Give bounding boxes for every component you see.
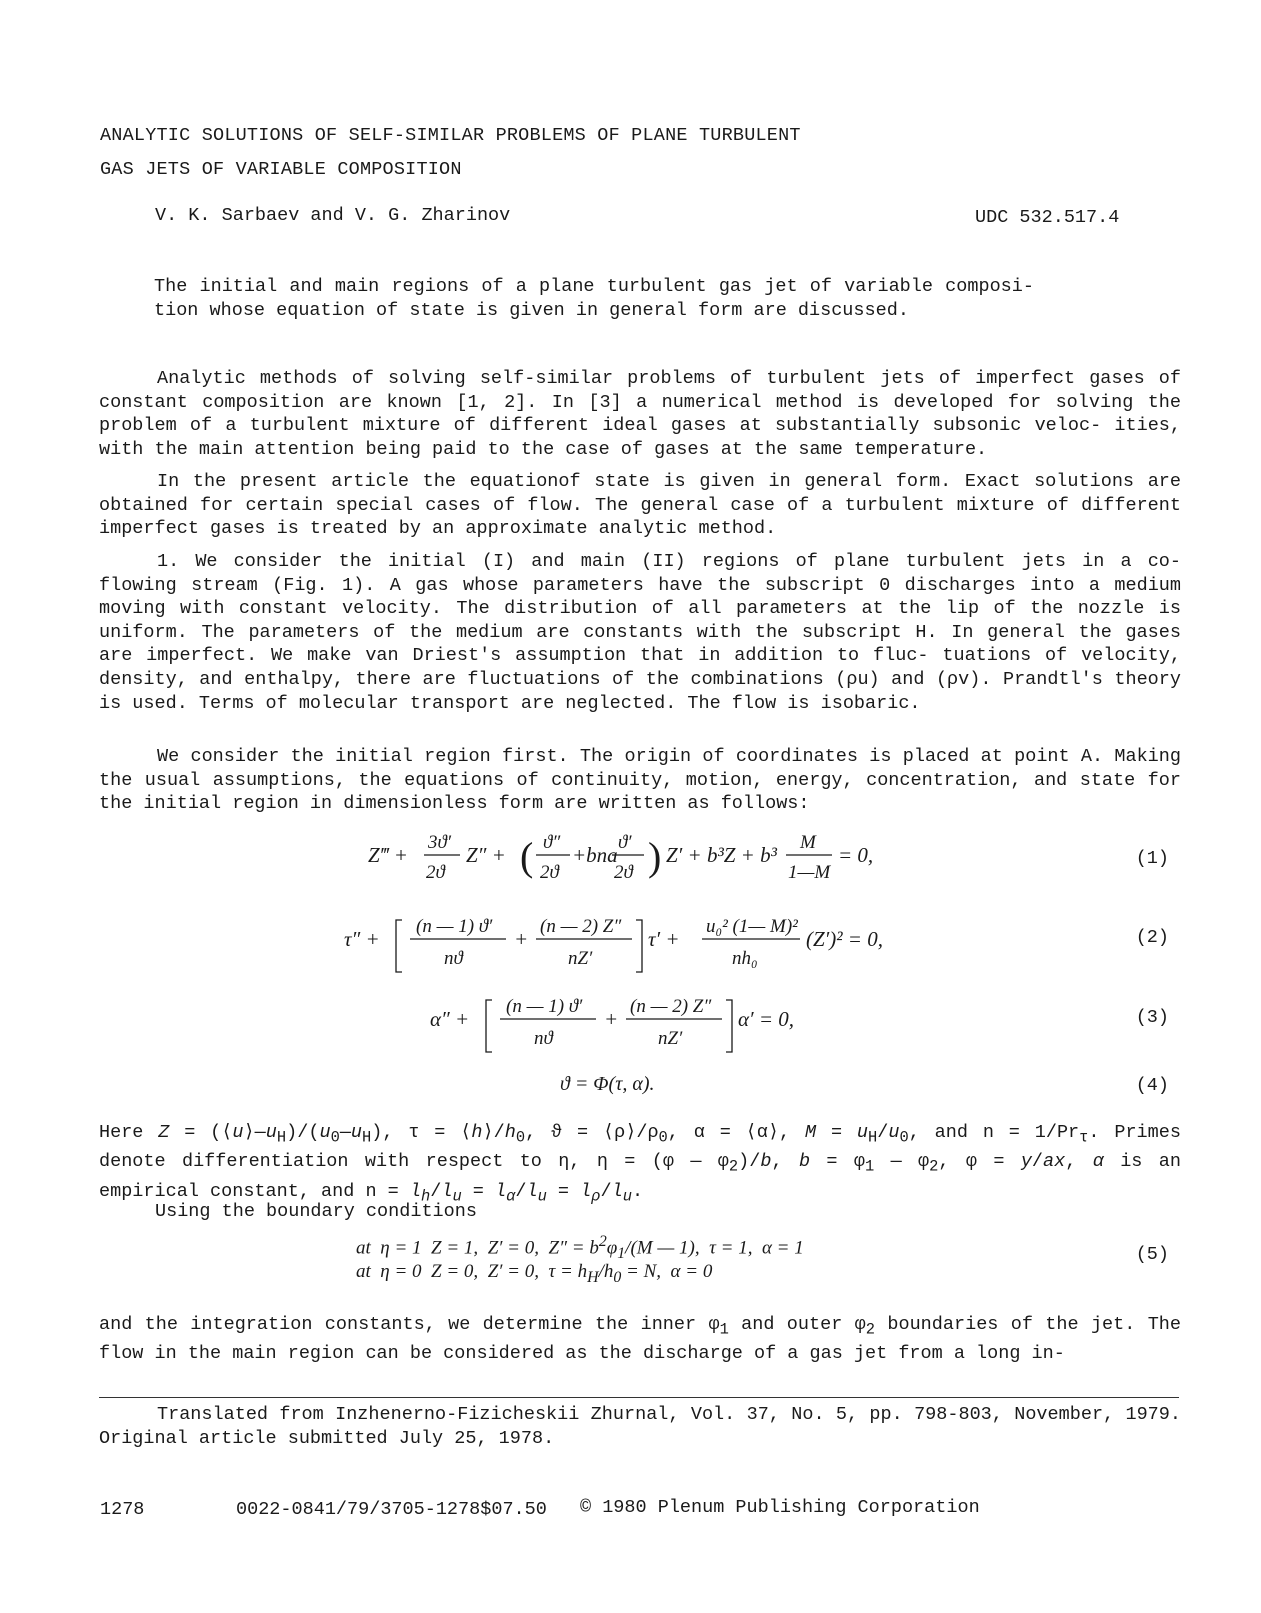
svg-text:(n — 2) Z″: (n — 2) Z″ <box>630 996 712 1017</box>
paragraph-definitions: Here $Z = (⟨u⟩—u_H)/(u_0—u_H)$, $\tau = ⟨h⟩/h_0$, $ϑ = ⟨\rho⟩/\rho_0$, α = ⟨α⟩, $M = u_H/u_0$, and $n = 1/Pr_\tau$. Primes denote differentiation with respect to η, η = (φ — $\varphi_2)/b$, $b = \varphi_1$ — $\varphi_2$, φ = y/ax, α is an empirical constant, and $n = l_h/l_u = l_\alpha/l_u = l_\rho/l_u$. <box>99 1122 1181 1206</box>
paper-title-line-2: GAS JETS OF VARIABLE COMPOSITION <box>100 159 462 180</box>
equation-3 <box>420 986 840 1058</box>
svg-text:2ϑ: 2ϑ <box>614 862 633 883</box>
paper-title-line-1: ANALYTIC SOLUTIONS OF SELF-SIMILAR PROBLEMS OF PLANE TURBULENT <box>100 125 801 146</box>
svg-text:M: M <box>800 832 816 853</box>
svg-text:ϑ′: ϑ′ <box>618 832 632 853</box>
svg-text:Z″ +: Z″ + <box>466 843 506 867</box>
article-code: 0022-0841/79/3705-1278$07.50 <box>236 1499 547 1520</box>
svg-text:3ϑ′: 3ϑ′ <box>428 832 451 853</box>
svg-text:+: + <box>604 1007 619 1031</box>
equation-2 <box>340 906 940 978</box>
paragraph-1: Analytic methods of solving self-similar problems of turbulent jets of imperfect gases of constant composition are known [1, 2]. In [3] a numerical method is developed for solving the problem of a turbulent mixture of different ideal gases at substantially subsonic veloc- ities, with the main attention being paid to the case of gases at the same temperature. <box>99 368 1181 460</box>
authors: V. K. Sarbaev and V. G. Zharinov <box>155 205 511 226</box>
equation-number-4: (4) <box>1135 1075 1169 1096</box>
svg-text:(: ( <box>520 834 534 879</box>
svg-text:(n — 2) Z″: (n — 2) Z″ <box>540 916 622 937</box>
svg-text:+bna: +bna <box>572 843 618 867</box>
equation-4: ϑ = Φ(τ, α). <box>560 1073 655 1095</box>
svg-text:): ) <box>648 834 662 879</box>
footnote: Translated from Inzhenerno-Fizicheskii Zhurnal, Vol. 37, No. 5, pp. 798-803, November, 1979. Original article submitted July 25, 1978. <box>99 1404 1181 1449</box>
svg-text:nϑ: nϑ <box>444 948 463 969</box>
svg-text:α″ +: α″ + <box>430 1007 470 1031</box>
equation-number-2: (2) <box>1135 927 1169 948</box>
svg-text:nϑ: nϑ <box>534 1028 553 1049</box>
svg-text:Z‴ +: Z‴ + <box>368 843 408 867</box>
svg-text:τ′ +: τ′ + <box>648 927 680 951</box>
equation-number-5: (5) <box>1135 1244 1169 1265</box>
svg-text:2ϑ: 2ϑ <box>426 862 445 883</box>
boundary-condition-1: at η = 1 Z = 1, Z′ = 0, $Z'' = b^2\varphi_1/(M$ — 1), τ = 1, α = 1 <box>356 1233 804 1263</box>
svg-text:2ϑ: 2ϑ <box>540 862 559 883</box>
svg-text:+: + <box>514 927 529 951</box>
copyright: © 1980 Plenum Publishing Corporation <box>580 1497 980 1518</box>
equation-1 <box>360 820 920 890</box>
svg-text:τ″ +: τ″ + <box>344 927 380 951</box>
equation-number-1: (1) <box>1135 848 1169 869</box>
svg-text:Z′ + b³Z + b³: Z′ + b³Z + b³ <box>666 843 777 867</box>
udc-code: UDC 532.517.4 <box>975 207 1120 228</box>
page-number: 1278 <box>100 1499 145 1520</box>
equation-number-3: (3) <box>1135 1007 1169 1028</box>
svg-text:α′ = 0,: α′ = 0, <box>738 1007 795 1031</box>
paragraph-4: We consider the initial region first. The origin of coordinates is placed at point A. Making the usual assumptions, the equations of continuity, motion, energy, concentration, and state for the initial region in dimensionless form are written as follows: <box>99 746 1181 815</box>
svg-text:(n — 1) ϑ′: (n — 1) ϑ′ <box>416 916 493 937</box>
svg-text:u₀² (1— M)²: u₀² (1— M)² <box>706 916 798 937</box>
paragraph-boundary-intro: Using the boundary conditions <box>155 1201 477 1222</box>
svg-text:nZ′: nZ′ <box>658 1028 683 1049</box>
paragraph-3: 1. We consider the initial (I) and main (II) regions of plane turbulent jets in a co- flowing stream (Fig. 1). A gas whose parameters have the subscript 0 discharges into a medium moving with constant velocity. The distribution of all parameters at the lip of the nozzle is uniform. The parameters of the medium are constants with the subscript H. In general the gases are imperfect. We make van Driest's assumption that in addition to fluc- tuations of velocity, density, and enthalpy, there are fluctuations of the combinations (ρu) and (ρv). Prandtl's theory is used. Terms of molecular transport are neglected. The flow is isobaric. <box>99 551 1181 714</box>
svg-text:nZ′: nZ′ <box>568 948 593 969</box>
footnote-rule <box>99 1397 1179 1398</box>
svg-text:= 0,: = 0, <box>838 843 874 867</box>
paragraph-7: and the integration constants, we determine the inner $\varphi_1$ and outer $\varphi_2$ boundaries of the jet. The flow in the main region can be considered as the discharge of a gas jet from a long in- <box>99 1314 1182 1365</box>
svg-text:(n — 1) ϑ′: (n — 1) ϑ′ <box>506 996 583 1017</box>
paragraph-2: In the present article the equationof state is given in general form. Exact solutions are obtained for certain special cases of flow. The general case of a turbulent mixture of different imperfect gases is treated by an approximate analytic method. <box>99 471 1181 540</box>
boundary-condition-2: at η = 0 Z = 0, Z′ = 0, $\tau = h_H/h_0 = N$, α = 0 <box>356 1261 713 1286</box>
abstract: The initial and main regions of a plane turbulent gas jet of variable composi- tion whose equation of state is given in general form are discussed. <box>154 276 1034 321</box>
svg-text:1—M: 1—M <box>788 862 831 883</box>
svg-text:nh₀: nh₀ <box>732 948 758 969</box>
svg-text:(Z′)² = 0,: (Z′)² = 0, <box>806 927 883 951</box>
svg-text:ϑ″: ϑ″ <box>543 832 561 853</box>
